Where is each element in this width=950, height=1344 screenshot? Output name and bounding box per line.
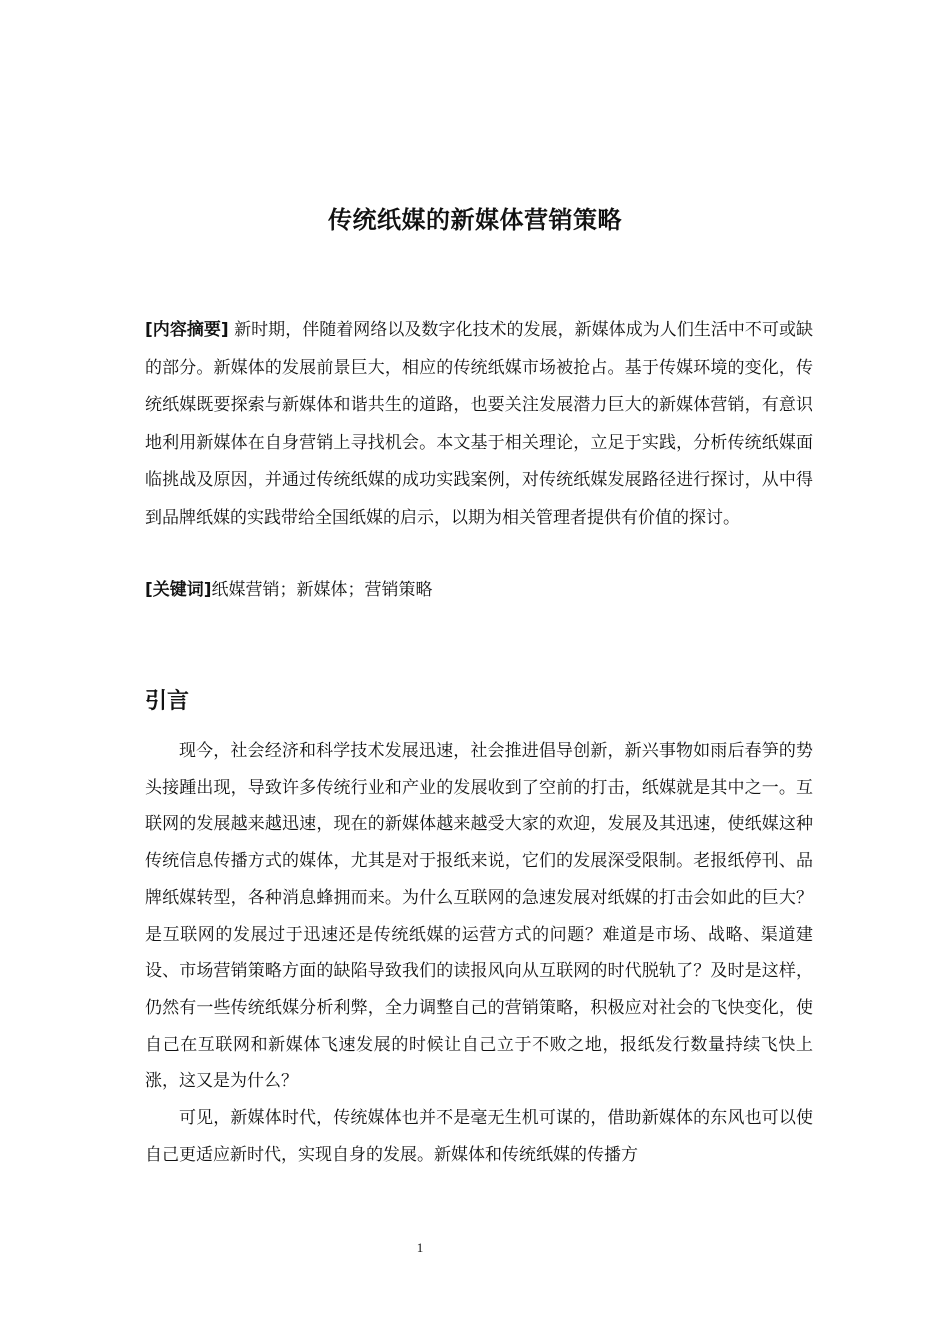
keywords	[145, 572, 813, 610]
abstract-text: 新时期，伴随着网络以及数字化技术的发展，新媒体成为人们生活中不可或缺的部分。新媒体的发展前景巨大，相应的传统纸媒市场被抢占。基于传媒环境的变化，传统纸媒既要探索与新媒体和谐共生的道路，也要关注发展潜力巨大的新媒体营销，有意识地利用新媒体在自身营销上寻找机会。本文基于相关理论，立足于实践，分析传统纸媒面临挑战及原因，并通过传统纸媒的成功实践案例，对传统纸媒发展路径进行探讨，从中得到品牌纸媒的实践带给全国纸媒的启示，以期为相关管理者提供有价值的探讨。	[145, 320, 814, 528]
section-body	[145, 733, 813, 1173]
keywords-label: [关键词]	[145, 580, 212, 600]
abstract	[145, 312, 813, 537]
section-heading: 引言	[145, 689, 190, 714]
body-paragraph: 现今，社会经济和科学技术发展迅速，社会推进倡导创新，新兴事物如雨后春笋的势头接踵出现，导致许多传统行业和产业的发展收到了空前的打击，纸媒就是其中之一。互联网的发展越来越迅速，现在的新媒体越来越受大家的欢迎，发展及其迅速，使纸媒这种传统信息传播方式的媒体，尤其是对于报纸来说，它们的发展深受限制。老报纸停刊、品牌纸媒转型，各种消息蜂拥而来。为什么互联网的急速发展对纸媒的打击会如此的巨大？是互联网的发展过于迅速还是传统纸媒的运营方式的问题？难道是市场、战略、渠道建设、市场营销策略方面的缺陷导致我们的读报风向从互联网的时代脱轨了？及时是这样，仍然有一些传统纸媒分析利弊，全力调整自己的营销策略，积极应对社会的飞快变化，使自己在互联网和新媒体飞速发展的时候让自己立于不败之地，报纸发行数量持续飞快上涨，这又是为什么？	[145, 741, 813, 1092]
body-paragraph: 可见，新媒体时代，传统媒体也并不是毫无生机可谋的，借助新媒体的东风也可以使自己更适应新时代，实现自身的发展。新媒体和传统纸媒的传播方	[145, 1108, 813, 1165]
abstract-label: [内容摘要]	[145, 320, 229, 340]
page-number: 1	[416, 1240, 424, 1255]
keywords-text: 纸媒营销；新媒体；营销策略	[211, 580, 433, 600]
document-title: 传统纸媒的新媒体营销策略	[328, 206, 622, 234]
abstract-paragraph	[145, 312, 813, 537]
